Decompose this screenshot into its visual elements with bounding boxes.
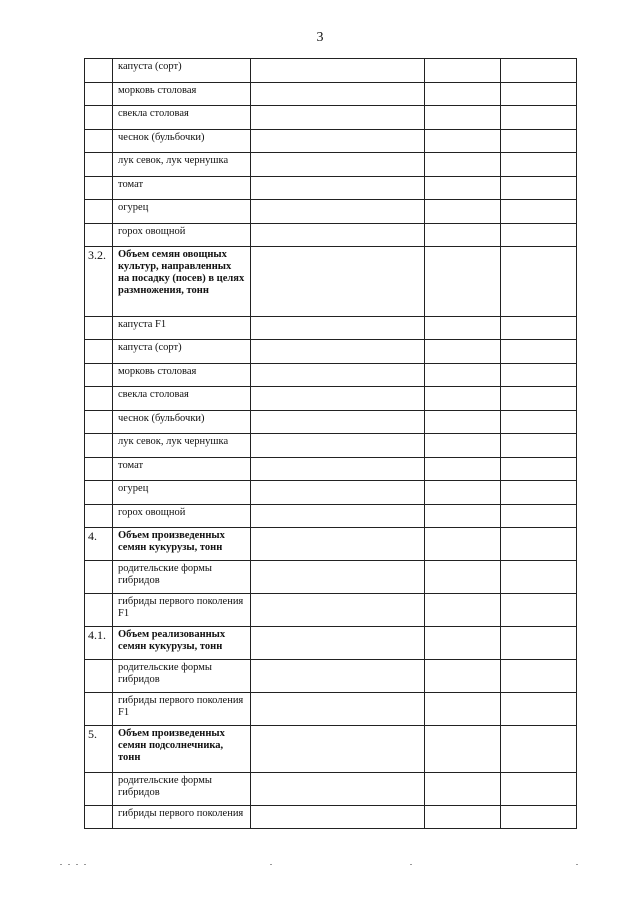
value-cell-2	[425, 806, 501, 829]
row-label-cell: морковь столовая	[113, 83, 251, 106]
row-label-cell: свекла столовая	[113, 106, 251, 130]
table-row	[85, 627, 577, 660]
value-cell-3	[501, 594, 577, 627]
value-cell-2	[425, 481, 501, 505]
table-row	[85, 481, 577, 505]
value-cell-1	[251, 317, 425, 340]
table-row	[85, 317, 577, 340]
value-cell-2	[425, 59, 501, 83]
value-cell-3	[501, 481, 577, 505]
row-label-cell: Объем реализованных семян кукурузы, тонн	[113, 627, 251, 660]
table-row	[85, 364, 577, 387]
row-number-cell	[85, 693, 113, 726]
table-row	[85, 773, 577, 806]
value-cell-3	[501, 200, 577, 224]
value-cell-2	[425, 177, 501, 200]
row-number-cell: 4.1.	[85, 627, 113, 660]
value-cell-1	[251, 528, 425, 561]
row-number-cell	[85, 411, 113, 434]
row-number-cell	[85, 561, 113, 594]
value-cell-2	[425, 224, 501, 247]
row-number-cell	[85, 130, 113, 153]
table-row	[85, 247, 577, 317]
value-cell-3	[501, 660, 577, 693]
table-row	[85, 528, 577, 561]
row-number-cell	[85, 317, 113, 340]
value-cell-1	[251, 340, 425, 364]
row-number-cell: 3.2.	[85, 247, 113, 317]
table-row	[85, 458, 577, 481]
row-label-cell: гибриды первого поколения F1	[113, 693, 251, 726]
value-cell-1	[251, 660, 425, 693]
table-row	[85, 340, 577, 364]
row-label-cell: капуста (сорт)	[113, 340, 251, 364]
value-cell-2	[425, 594, 501, 627]
value-cell-3	[501, 458, 577, 481]
table-row	[85, 59, 577, 83]
table-row	[85, 106, 577, 130]
value-cell-2	[425, 434, 501, 458]
table-row	[85, 693, 577, 726]
value-cell-2	[425, 411, 501, 434]
row-number-cell	[85, 364, 113, 387]
value-cell-1	[251, 726, 425, 773]
row-number-cell	[85, 505, 113, 528]
value-cell-2	[425, 83, 501, 106]
row-label-cell: родительские формы гибридов	[113, 773, 251, 806]
row-label-cell: свекла столовая	[113, 387, 251, 411]
value-cell-3	[501, 83, 577, 106]
value-cell-2	[425, 458, 501, 481]
row-number-cell	[85, 200, 113, 224]
value-cell-3	[501, 627, 577, 660]
row-number-cell	[85, 224, 113, 247]
value-cell-2	[425, 106, 501, 130]
row-label-cell: огурец	[113, 200, 251, 224]
footer-scan-marks	[60, 864, 580, 865]
value-cell-1	[251, 481, 425, 505]
value-cell-2	[425, 693, 501, 726]
value-cell-1	[251, 693, 425, 726]
value-cell-3	[501, 177, 577, 200]
row-label-cell: огурец	[113, 481, 251, 505]
row-label-cell: лук севок, лук чернушка	[113, 434, 251, 458]
table-row	[85, 200, 577, 224]
table-body	[85, 59, 577, 829]
value-cell-2	[425, 317, 501, 340]
value-cell-2	[425, 340, 501, 364]
row-label-cell: Объем произведенных семян подсолнечника, тонн	[113, 726, 251, 773]
value-cell-3	[501, 153, 577, 177]
row-label-cell: горох овощной	[113, 224, 251, 247]
table-row	[85, 83, 577, 106]
row-number-cell	[85, 594, 113, 627]
row-label-cell: чеснок (бульбочки)	[113, 411, 251, 434]
table-row	[85, 660, 577, 693]
value-cell-3	[501, 726, 577, 773]
report-table	[84, 58, 577, 829]
value-cell-3	[501, 773, 577, 806]
value-cell-2	[425, 153, 501, 177]
row-number-cell	[85, 153, 113, 177]
value-cell-1	[251, 247, 425, 317]
value-cell-1	[251, 83, 425, 106]
value-cell-2	[425, 627, 501, 660]
value-cell-2	[425, 247, 501, 317]
row-label-cell: капуста (сорт)	[113, 59, 251, 83]
row-label-cell: родительские формы гибридов	[113, 561, 251, 594]
row-label-cell: чеснок (бульбочки)	[113, 130, 251, 153]
value-cell-3	[501, 411, 577, 434]
row-number-cell	[85, 806, 113, 829]
table-row	[85, 224, 577, 247]
row-number-cell	[85, 340, 113, 364]
value-cell-1	[251, 106, 425, 130]
row-label-cell: морковь столовая	[113, 364, 251, 387]
value-cell-1	[251, 153, 425, 177]
row-label-cell: лук севок, лук чернушка	[113, 153, 251, 177]
value-cell-1	[251, 130, 425, 153]
row-number-cell	[85, 387, 113, 411]
value-cell-1	[251, 364, 425, 387]
page-number: 3	[316, 30, 324, 45]
value-cell-1	[251, 200, 425, 224]
row-label-cell: горох овощной	[113, 505, 251, 528]
value-cell-2	[425, 200, 501, 224]
value-cell-1	[251, 59, 425, 83]
table-row	[85, 561, 577, 594]
value-cell-2	[425, 387, 501, 411]
row-label-cell: Объем произведенных семян кукурузы, тонн	[113, 528, 251, 561]
row-number-cell	[85, 106, 113, 130]
value-cell-2	[425, 773, 501, 806]
value-cell-3	[501, 317, 577, 340]
table-row	[85, 130, 577, 153]
value-cell-1	[251, 594, 425, 627]
table-row	[85, 153, 577, 177]
value-cell-3	[501, 340, 577, 364]
row-number-cell	[85, 481, 113, 505]
value-cell-1	[251, 561, 425, 594]
value-cell-3	[501, 59, 577, 83]
value-cell-3	[501, 247, 577, 317]
table-row	[85, 434, 577, 458]
row-label-cell: томат	[113, 177, 251, 200]
value-cell-2	[425, 660, 501, 693]
row-number-cell	[85, 83, 113, 106]
row-number-cell	[85, 177, 113, 200]
table-row	[85, 806, 577, 829]
row-label-cell: родительские формы гибридов	[113, 660, 251, 693]
value-cell-3	[501, 806, 577, 829]
table-row	[85, 726, 577, 773]
value-cell-2	[425, 505, 501, 528]
table-row	[85, 411, 577, 434]
value-cell-3	[501, 106, 577, 130]
value-cell-3	[501, 561, 577, 594]
table-row	[85, 387, 577, 411]
value-cell-3	[501, 130, 577, 153]
value-cell-1	[251, 505, 425, 528]
row-label-cell: гибриды первого поколения F1	[113, 594, 251, 627]
row-label-cell: гибриды первого поколения	[113, 806, 251, 829]
value-cell-3	[501, 434, 577, 458]
row-label-cell: капуста F1	[113, 317, 251, 340]
value-cell-1	[251, 177, 425, 200]
value-cell-3	[501, 387, 577, 411]
row-number-cell	[85, 773, 113, 806]
value-cell-2	[425, 528, 501, 561]
row-number-cell: 5.	[85, 726, 113, 773]
row-number-cell	[85, 434, 113, 458]
value-cell-2	[425, 364, 501, 387]
value-cell-1	[251, 434, 425, 458]
row-number-cell	[85, 458, 113, 481]
value-cell-3	[501, 364, 577, 387]
value-cell-1	[251, 224, 425, 247]
value-cell-1	[251, 458, 425, 481]
row-number-cell: 4.	[85, 528, 113, 561]
value-cell-3	[501, 528, 577, 561]
row-label-cell: томат	[113, 458, 251, 481]
value-cell-2	[425, 130, 501, 153]
table-row	[85, 594, 577, 627]
value-cell-1	[251, 806, 425, 829]
value-cell-3	[501, 224, 577, 247]
row-number-cell	[85, 660, 113, 693]
value-cell-3	[501, 693, 577, 726]
row-label-cell: Объем семян овощных культур, направленных на посадку (посев) в целях размножения, тонн	[113, 247, 251, 317]
table-row	[85, 505, 577, 528]
row-number-cell	[85, 59, 113, 83]
value-cell-1	[251, 411, 425, 434]
value-cell-1	[251, 387, 425, 411]
value-cell-2	[425, 561, 501, 594]
value-cell-3	[501, 505, 577, 528]
value-cell-2	[425, 726, 501, 773]
value-cell-1	[251, 773, 425, 806]
value-cell-1	[251, 627, 425, 660]
table-row	[85, 177, 577, 200]
